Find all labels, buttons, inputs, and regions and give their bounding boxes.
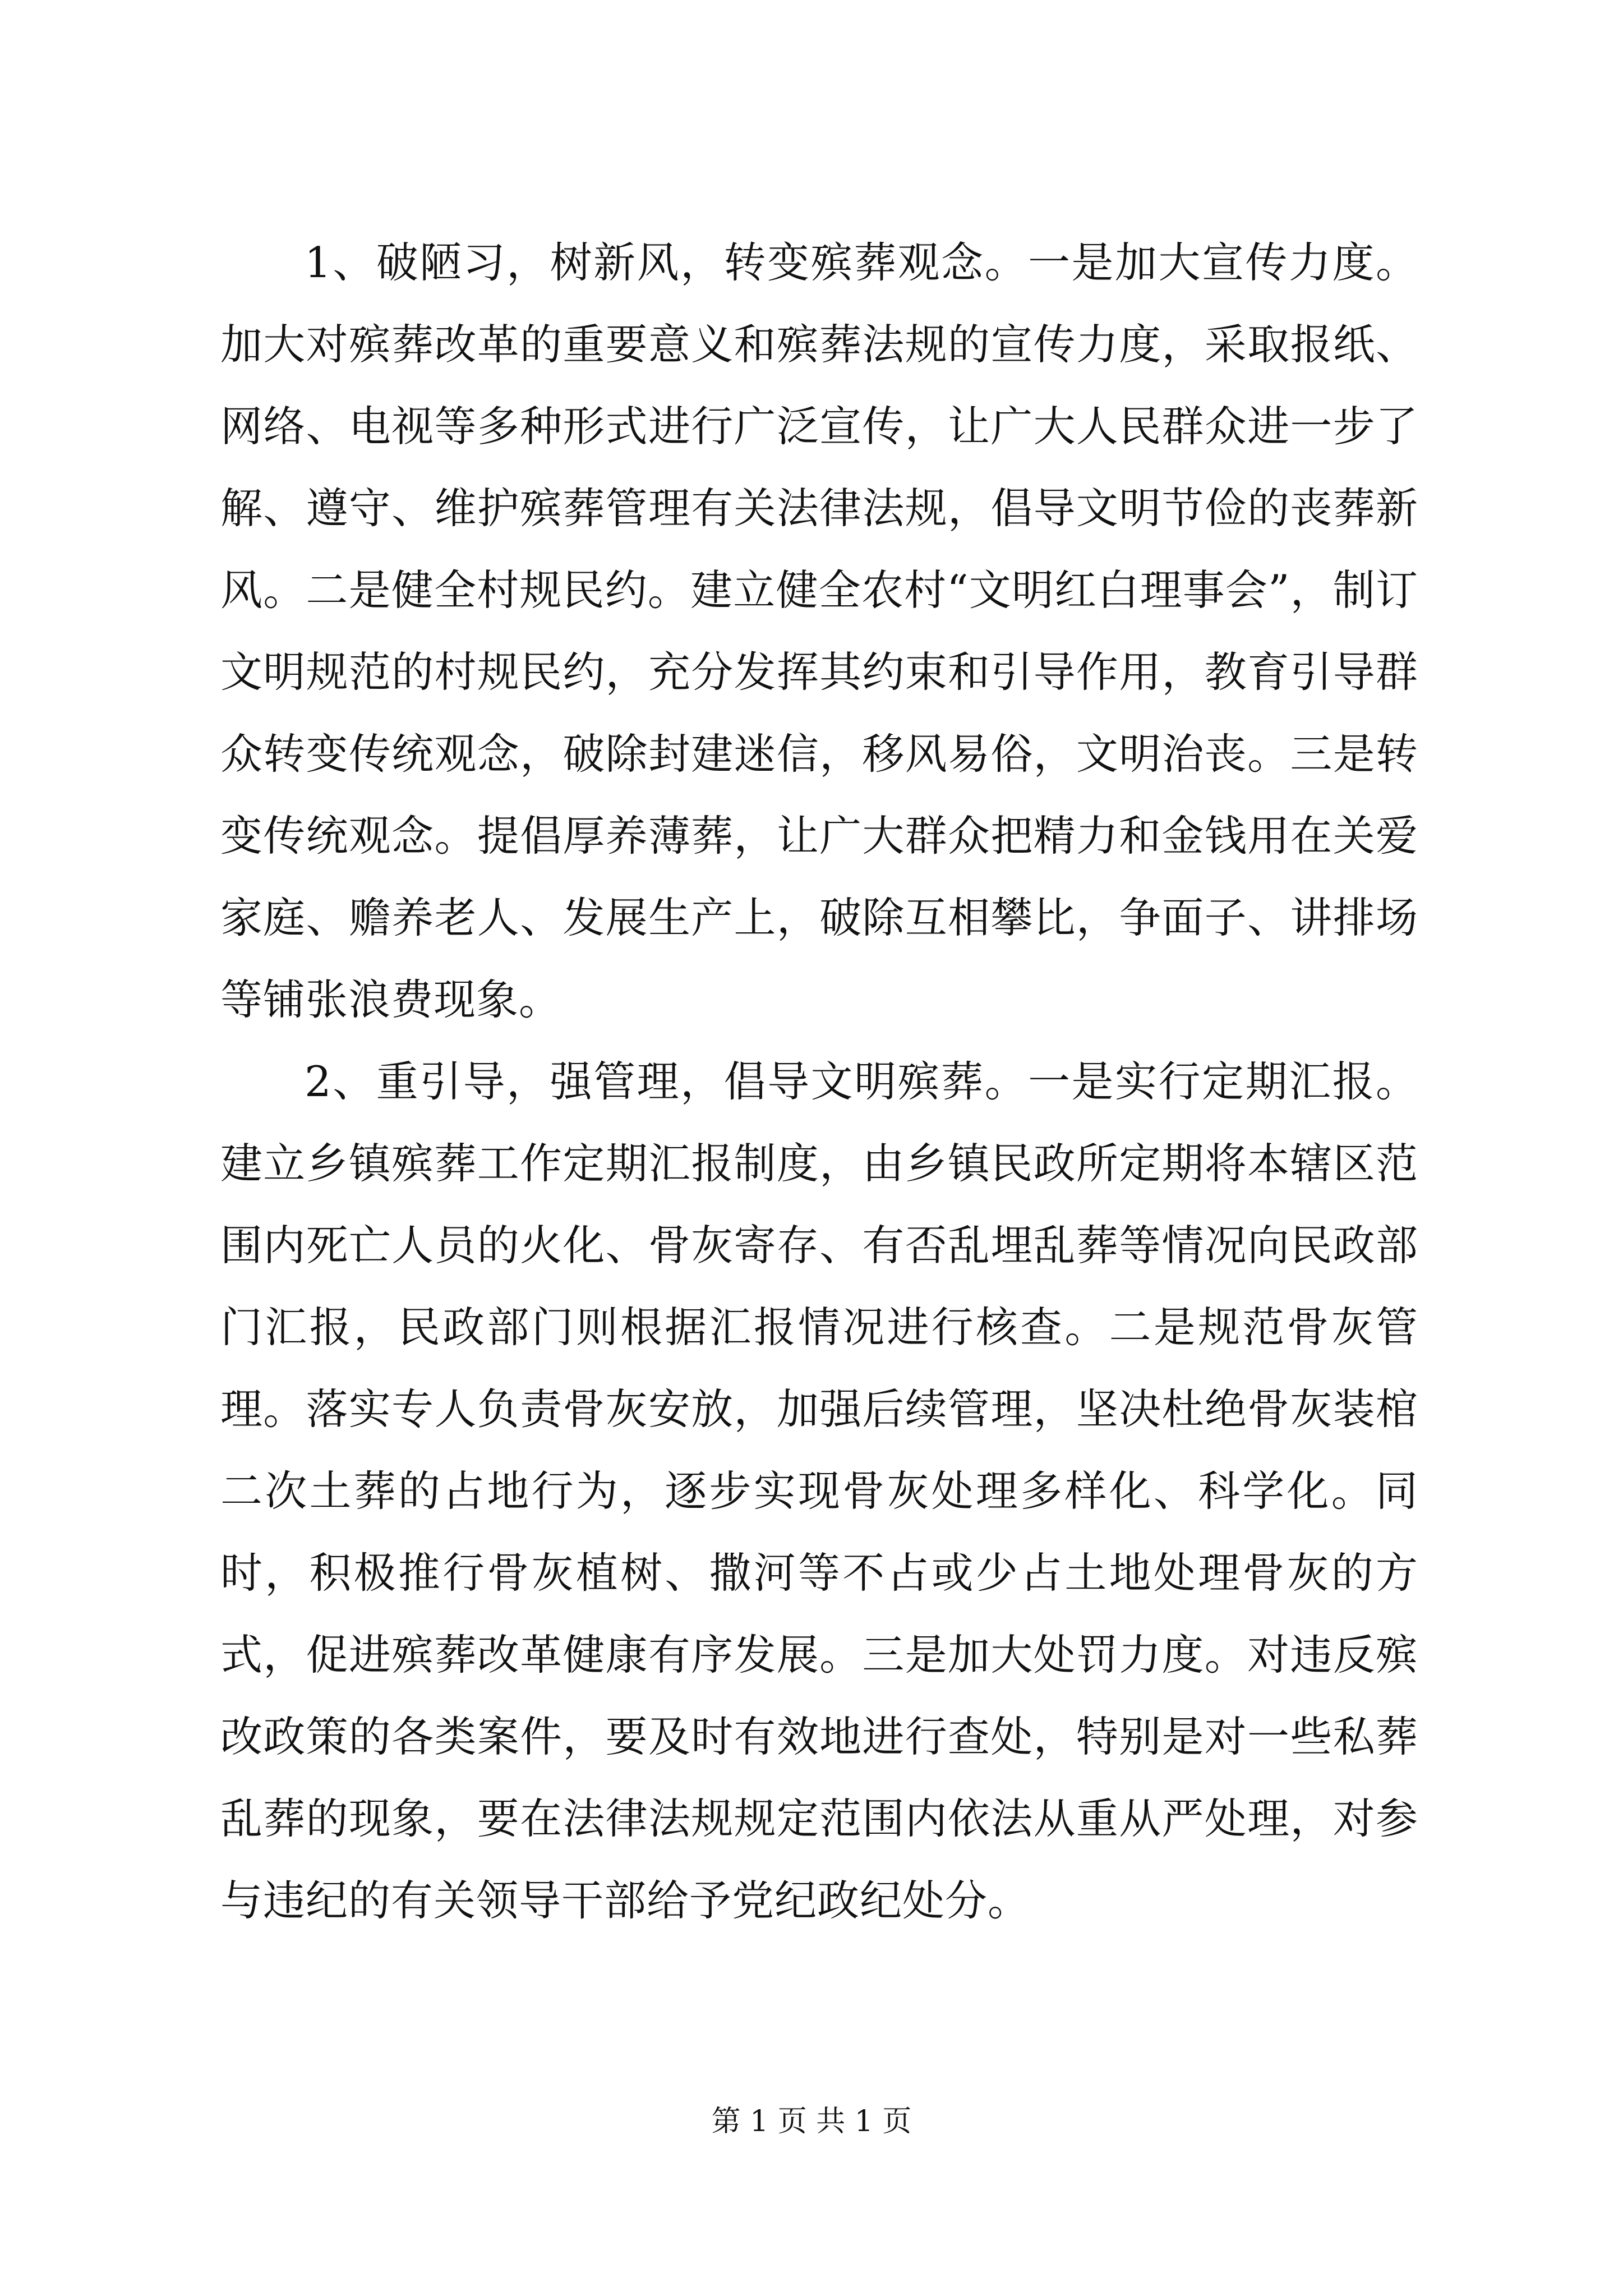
paragraph-1: 1、破陋习，树新风，转变殡葬观念。一是加大宣传力度。加大对殡葬改革的重要意义和殡葬法规的宣传力度，采取报纸、网络、电视等多种形式进行广泛宣传，让广大人民群众进一步了解、遵守、维护殡葬管理有关法律法规，倡导文明节俭的丧葬新风。二是健全村规民约。建立健全农村“文明红白理事会”，制订文明规范的村规民约，充分发挥其约束和引导作用，教育引导群众转变传统观念，破除封建迷信，移风易俗，文明治丧。三是转变传统观念。提倡厚养薄葬，让广大群众把精力和金钱用在关爱家庭、赡养老人、发展生产上，破除互相攀比，争面子、讲排场等铺张浪费现象。 bbox=[220, 238, 1418, 1024]
paragraph-2: 2、重引导，强管理，倡导文明殡葬。一是实行定期汇报。建立乡镇殡葬工作定期汇报制度，由乡镇民政所定期将本辖区范围内死亡人员的火化、骨灰寄存、有否乱埋乱葬等情况向民政部门汇报，民政部门则根据汇报情况进行核查。二是规范骨灰管理。落实专人负责骨灰安放，加强后续管理，坚决杜绝骨灰装棺二次土葬的占地行为，逐步实现骨灰处理多样化、科学化。同时，积极推行骨灰植树、撒河等不占或少占土地处理骨灰的方式，促进殡葬改革健康有序发展。三是加大处罚力度。对违反殡改政策的各类案件，要及时有效地进行查处，特别是对一些私葬乱葬的现象，要在法律法规规定范围内依法从重从严处理，对参与违纪的有关领导干部给予党纪政纪处分。 bbox=[220, 1057, 1418, 1925]
page-footer: 第 1 页 共 1 页 bbox=[711, 2105, 912, 2138]
document-body bbox=[220, 222, 1418, 1941]
